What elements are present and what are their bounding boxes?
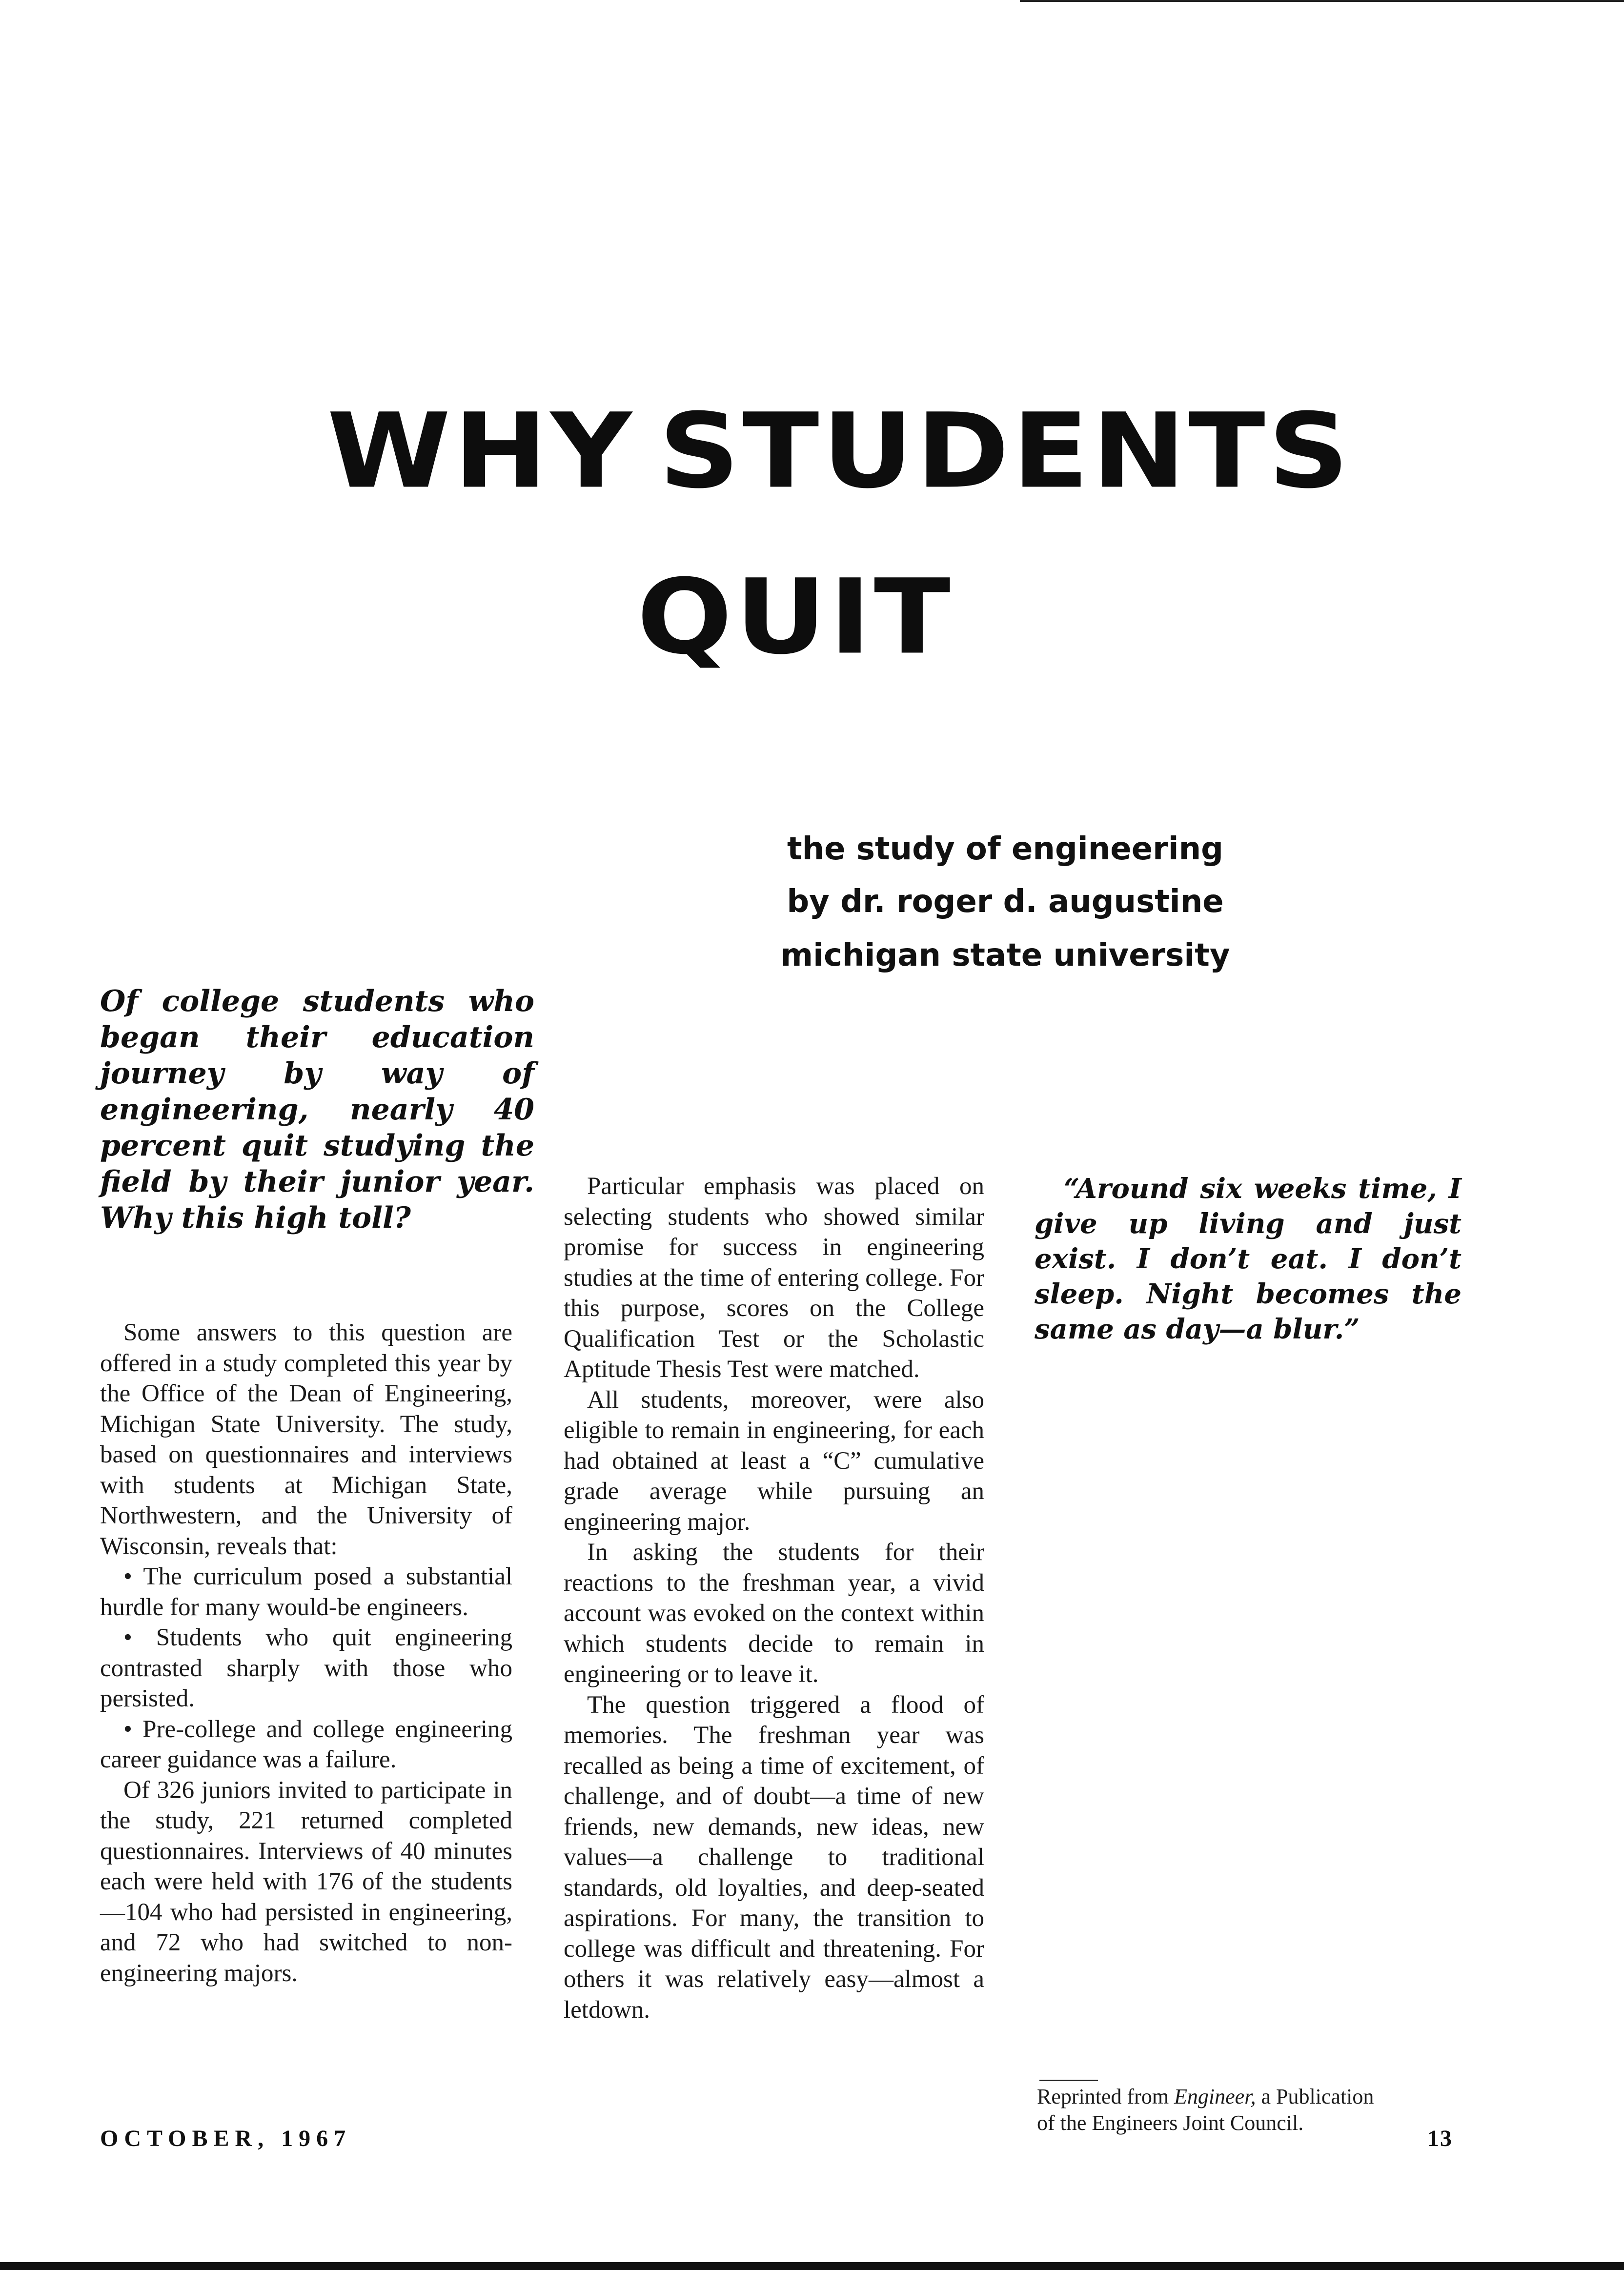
footnote-line-1: [1037, 2084, 1476, 2110]
page-number: 13: [1427, 2126, 1453, 2151]
footnote-suffix: a Publication: [1256, 2085, 1374, 2108]
bottom-rule: [0, 2262, 1624, 2270]
body-column-1: [100, 1317, 512, 1988]
subtitle-institution: michigan state university: [780, 937, 1230, 973]
pull-quote-text: “Around six weeks time, I give up living and just exist. I don’t eat. I don’t sleep. Night becomes the same as day—a blur.”: [1035, 1173, 1462, 1345]
bullet-item: • Students who quit engineering contrasted sharply with those who persisted.: [100, 1624, 512, 1712]
footnote-publication: Engineer,: [1174, 2085, 1256, 2108]
subtitle-topic: the study of engineering: [787, 831, 1223, 867]
paragraph: Of 326 juniors invited to participate in the study, 221 returned completed questionnaires. Interviews of 40 minutes each were held with 176 of the students—104 who had persisted in engineering, and 72 who had switched to non-engineering majors.: [100, 1776, 512, 1987]
paragraph: In asking the students for their reactions to the freshman year, a vivid account was evoked on the context within which students decide to remain in engineering or to leave it.: [564, 1539, 984, 1688]
footnote-line-2: of the Engineers Joint Council.: [1037, 2111, 1304, 2135]
paragraph: Particular emphasis was placed on selecting students who showed similar promise for success in engineering studies at the time of entering college. For this purpose, scores on the College Qualification Test or the Scholastic Aptitude Thesis Test were matched.: [564, 1173, 984, 1383]
folio-date: OCTOBER, 1967: [100, 2126, 352, 2151]
paragraph: The question triggered a flood of memories. The freshman year was recalled as being a time of excitement, of challenge, and of doubt—a time of new friends, new demands, new ideas, new values—a challenge to traditional standards, old loyalties, and deep-seated aspirations. For many, the transition to college was difficult and threatening. For others it was relatively easy—almost a letdown.: [564, 1691, 984, 2024]
body-column-2: [564, 1171, 984, 2025]
intro-deck: Of college students who began their education journey by way of engineering, nearly 40 percent quit studying the field by their junior year. Why this high toll?: [100, 984, 534, 1235]
bullet-item: • Pre-college and college engineering career guidance was a failure.: [100, 1715, 512, 1773]
footnote-prefix: Reprinted from: [1037, 2085, 1175, 2108]
title-word-students: STUDENTS: [659, 391, 1352, 512]
title-word-why: WHY: [327, 391, 635, 512]
footnote: [1037, 2084, 1476, 2136]
bullet-item: • The curriculum posed a substantial hurdle for many would-be engineers.: [100, 1563, 512, 1621]
subtitle-author: by dr. roger d. augustine: [787, 884, 1224, 920]
title-word-quit: QUIT: [637, 557, 954, 678]
paragraph: Some answers to this question are offered in a study completed this year by the Office of the Dean of Engineering, Michigan State University. The study, based on questionnaires and interviews with students at Michigan State, Northwestern, and the University of Wisconsin, reveals that:: [100, 1319, 512, 1560]
footnote-rule: [1039, 2080, 1098, 2081]
top-rule: [1020, 0, 1624, 2]
paragraph: All students, moreover, were also eligible to remain in engineering, for each had obtained at least a “C” cumulative grade average while pursuing an engineering major.: [564, 1386, 984, 1536]
pull-quote: [1035, 1171, 1462, 1347]
